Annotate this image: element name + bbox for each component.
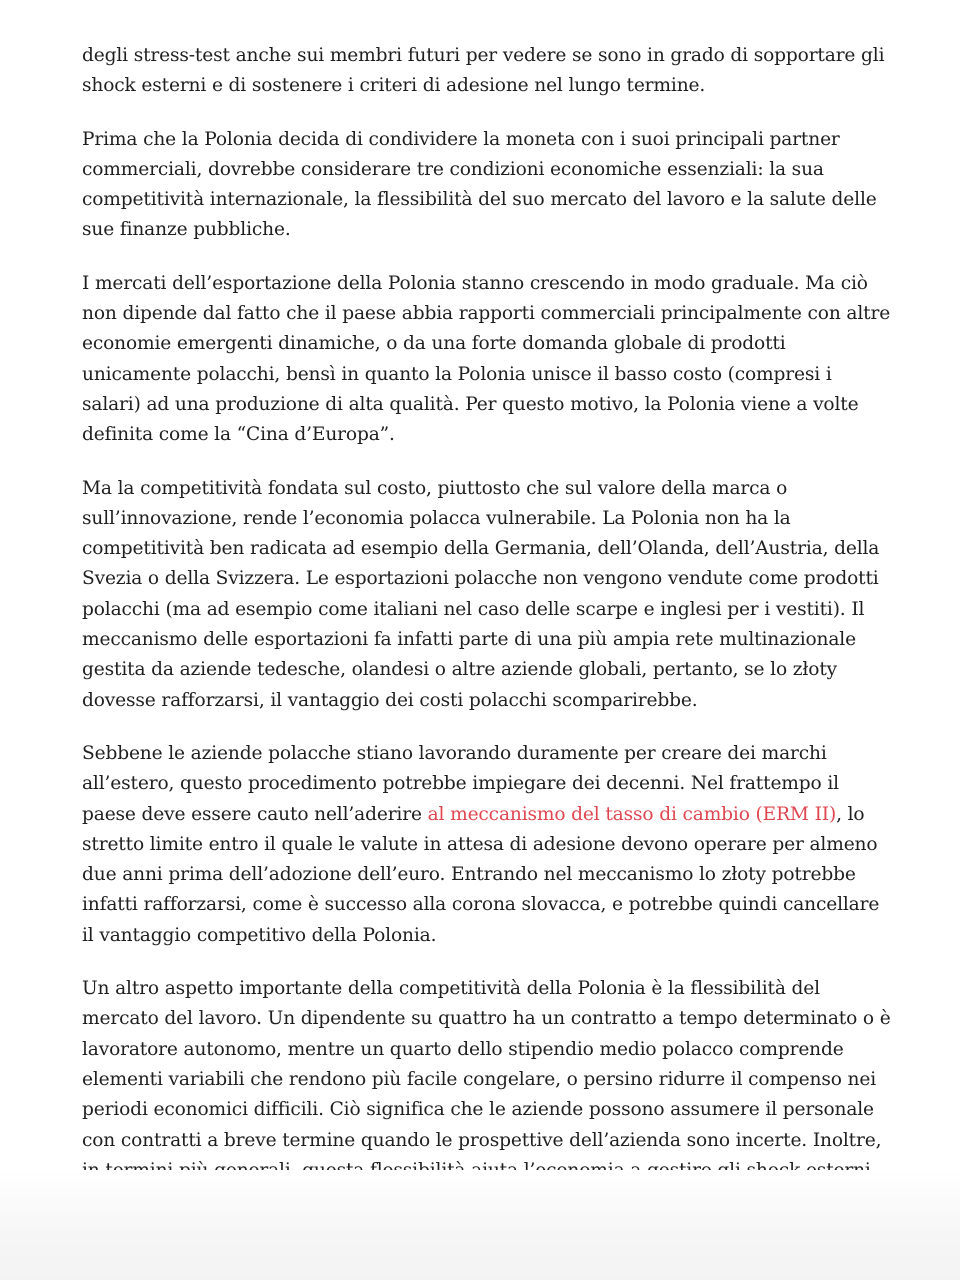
paragraph-erm2-text-before: Sebbene le aziende polacche stiano lavorando duramente per creare dei marchi all’estero, questo procedimento potrebbe impiegare dei decenni. Nel frattempo il paese deve essere cauto nell’aderire bbox=[82, 742, 839, 825]
erm2-link[interactable]: al meccanismo del tasso di cambio (ERM II) bbox=[427, 803, 837, 825]
paragraph-cost-competitiveness: Ma la competitività fondata sul costo, piuttosto che sul valore della marca o sull’innovazione, rende l’economia polacca vulnerabile. La Polonia non ha la competitività ben radicata ad esempio della Germania, dell’Olanda, dell’Austria, della Svezia o della Svizzera. Le esportazioni polacche non vengono vendute come prodotti polacchi (ma ad esempio come italiani nel caso delle scarpe e inglesi per i vestiti). Il meccanismo delle esportazioni fa infatti parte di una più ampia rete multinazionale gestita da aziende tedesche, olandesi o altre aziende globali, pertanto, se lo złoty dovesse rafforzarsi, il vantaggio dei costi polacchi scomparirebbe. bbox=[82, 477, 880, 711]
paragraph-labour-flexibility: Un altro aspetto importante della competitività della Polonia è la flessibilità del mercato del lavoro. Un dipendente su quattro ha un contratto a tempo determinato o è lavoratore autonomo, mentre un quarto dello stipendio medio polacco comprende elementi variabili che rendono più facile congelare, o persino ridurre il compenso nei periodi economici difficili. Ciò significa che le aziende possono assumere il personale con contratti a breve termine quando le prospettive dell’azienda sono incerte. Inoltre, bbox=[82, 978, 891, 1151]
paragraph-erm2 bbox=[82, 739, 892, 951]
paragraph-export-markets: I mercati dell’esportazione della Polonia stanno crescendo in modo graduale. Ma ciò non dipende dal fatto che il paese abbia rapporti commerciali principalmente con altre economie emergenti dinamiche, o da una forte domanda globale di prodotti unicamente polacchi, bensì in quanto la Polonia unisce il basso costo (compresi i salari) ad una produzione di alta qualità. Per questo motivo, la Polonia viene a volte definita come la “Cina d’Europa”. bbox=[82, 272, 891, 446]
paragraph-stress-test: degli stress-test anche sui membri futuri per vedere se sono in grado di sopportare gli shock esterni e di sostenere i criteri di adesione nel lungo termine. bbox=[82, 45, 885, 97]
article-body bbox=[82, 41, 892, 1209]
paragraph-conditions: Prima che la Polonia decida di condividere la moneta con i suoi principali partner commerciali, dovrebbe considerare tre condizioni economiche essenziali: la sua competitività internazionale, la flessibilità del suo mercato del lavoro e la salute delle sue finanze pubbliche. bbox=[82, 128, 877, 241]
paragraph-erm2-text-after: , lo stretto limite entro il quale le valute in attesa di adesione devono operare per almeno due anni prima dell’adozione dell’euro. Entrando nel meccanismo lo złoty potrebbe infatti rafforzarsi, come è successo alla corona slovacca, e potrebbe quindi cancellare il vantaggio competitivo della Polonia. bbox=[82, 803, 880, 946]
page-bottom-fade bbox=[0, 1170, 960, 1280]
